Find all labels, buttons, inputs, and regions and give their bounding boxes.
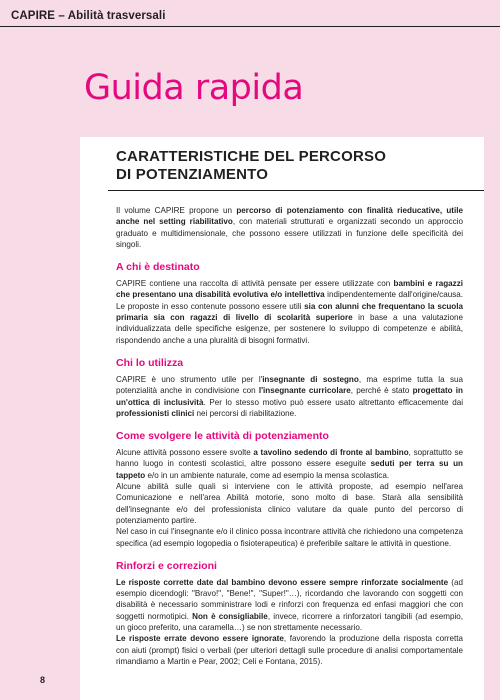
right-margin-band (484, 137, 500, 700)
bold-text: l'insegnante curricolare (258, 386, 351, 396)
page-number: 8 (40, 675, 46, 685)
text-run: , invece, ricorrere a rinforzatori tangibili (ad esempio, un gioco preferito, una caramella…) se non strettamente necessario. (116, 611, 463, 633)
header-section: Abilità trasversali (67, 10, 166, 22)
text-run: CAPIRE contiene una raccolta di attività pensate per essere utilizzate con (116, 279, 394, 289)
bold-text: Non è consigliabile (192, 611, 268, 621)
section-title-line-1: CARATTERISTICHE DEL PERCORSO (116, 148, 387, 165)
body-paragraph (116, 374, 463, 419)
left-margin-band (0, 137, 80, 700)
bold-text: progettato in un'ottica di inclusività (116, 386, 463, 407)
text-run: , perché è stato (350, 386, 413, 396)
page-title: Guida rapida (84, 68, 304, 108)
bold-text: bambini e ragazzi che presentano una disabilità evolutiva e/o intellettiva (116, 279, 463, 300)
header-separator: – (58, 10, 65, 22)
bold-text: percorso di potenziamento con finalità rieducative, utile anche nel setting riabilitativo (116, 206, 463, 227)
running-header (11, 10, 166, 22)
body-paragraph (116, 447, 463, 481)
text-run: , soprattutto se hanno luogo in contesti scolastici, altre possono essere eseguite (116, 448, 463, 469)
text-run: . Per lo stesso motivo può essere usato altrettanto efficacemente dai (203, 397, 463, 407)
subsection-heading: Come svolgere le attività di potenziamento (116, 430, 329, 443)
text-run: , favorendo la produzione della risposta corretta con aiuti (prompt) fisici o verbali (per ulteriori dettagli sulle procedure di analisi comportamentale rimandiamo a Martin e Pear, 2002; Celi e Fontana, 2015). (116, 634, 464, 666)
text-run: nei percorsi di riabilitazione. (194, 408, 297, 418)
body-paragraph (116, 481, 463, 526)
text-run: Il volume CAPIRE propone un (116, 206, 237, 215)
body-paragraph (116, 633, 463, 667)
section-title (116, 148, 386, 184)
section-rule (108, 190, 484, 191)
subsection-heading: A chi è destinato (116, 261, 200, 274)
subsection-heading: Rinforzi e correzioni (116, 559, 217, 572)
text-run: e/o in un ambiente naturale, come ad esempio la mensa scolastica. (145, 470, 390, 480)
text-run: , con materiali strutturati e organizzati secondo un approccio graduato e multidimensionale, che possono essere utilizzati in funzione delle specificità dei singoli. (116, 217, 463, 249)
body-text (116, 205, 463, 667)
bold-text: professionisti clinici (116, 408, 195, 418)
bold-text: Le risposte corrette date dal bambino devono essere sempre rinforzate socialmente (116, 577, 449, 587)
intro-paragraph (116, 205, 463, 250)
body-paragraph (116, 526, 463, 549)
text-run: (ad esempio dicendogli: "Bravo!", "Bene!", "Super!"…), ricordando che lavorando con soggetti con disabilità è necessario somministrare lodi e rinforzi con frequenza ed enfasi maggiori che con soggetti normotipici. (116, 577, 463, 621)
bold-text: seduti per terra su un tappeto (116, 459, 463, 480)
header-rule (0, 26, 500, 27)
book-name: CAPIRE (11, 10, 56, 22)
bold-text: sia con alunni che frequentano la scuola primaria sia con ragazzi di livello di scolarità superiore (116, 301, 463, 323)
body-paragraph (116, 577, 463, 633)
bold-text: insegnante di sostegno (262, 374, 359, 384)
text-run: Alcune attività possono essere svolte (116, 448, 254, 458)
text-run: in base a una valutazione individualizzata delle specifiche esigenze, per sostenere lo sviluppo di competenze e abilità, rispondendo anche a una pluralità di bisogni formativi. (116, 313, 464, 345)
subsection-heading: Chi lo utilizza (116, 356, 184, 369)
text-run: , ma esprime tutta la sua potenzialità anche in condivisione con (116, 374, 463, 396)
text-run: Alcune abilità sulle quali si interviene con le attività proposte, ad esempio nell'area Comunicazione e nell'area Abilità motorie, sono molto di base. Starà alla sensibilità dell'insegnante e/o del professionista clinico valutare da quale punto del percorso di potenziamento partire. (116, 482, 463, 525)
text-run: Nel caso in cui l'insegnante e/o il clinico possa incontrare attività che richiedono una competenza specifica (ad esempio logopedia o fisioterapeutica) è preferibile saltare le attività in questione. (116, 527, 463, 548)
bold-text: Le risposte errate devono essere ignorate (116, 634, 284, 644)
section-title-line-2: DI POTENZIAMENTO (116, 166, 269, 183)
text-run: indipendentemente dall'origine/causa. Le proposte in esso contenute possono essere utili (116, 290, 463, 311)
text-run: CAPIRE è uno strumento utile per l' (116, 374, 263, 384)
bold-text: a tavolino sedendo di fronte al bambino (253, 448, 409, 458)
body-paragraph (116, 278, 463, 346)
